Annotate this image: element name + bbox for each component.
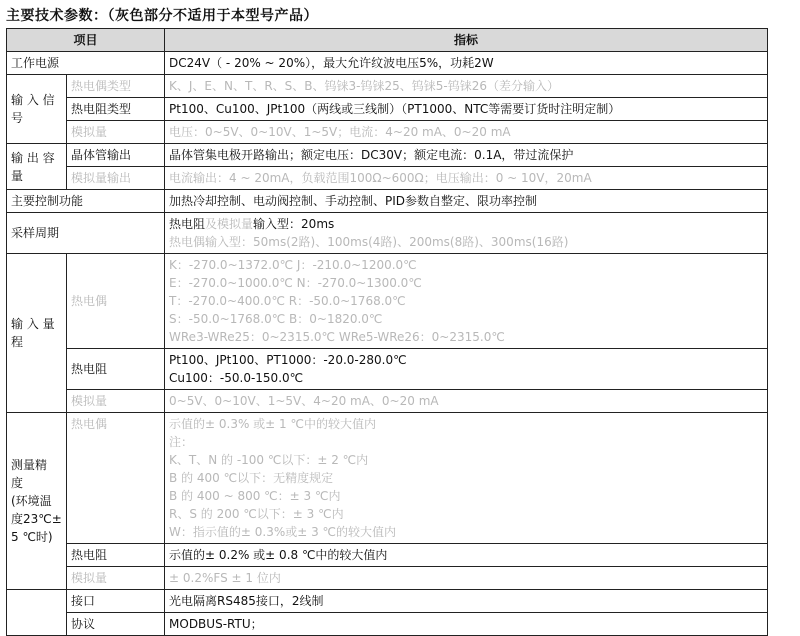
value-cell: 晶体管集电极开路输出；额定电压：DC30V；额定电流：0.1A，带过流保护 bbox=[165, 144, 768, 167]
table-row bbox=[7, 75, 768, 98]
row-label-power: 工作电源 bbox=[7, 52, 165, 75]
label-line: (环境温 bbox=[11, 494, 52, 508]
table-header-row bbox=[7, 29, 768, 52]
sub-label: 接口 bbox=[67, 590, 165, 613]
table-row bbox=[7, 390, 768, 413]
value-cell: 加热冷却控制、电动阀控制、手动控制、PID参数自整定、限功率控制 bbox=[165, 190, 768, 213]
accuracy-line: 示值的± 0.3% 或± 1 ℃中的较大值内 bbox=[169, 417, 376, 431]
row-label-control: 主要控制功能 bbox=[7, 190, 165, 213]
table-row bbox=[7, 567, 768, 590]
sub-label: 热电阻 bbox=[67, 544, 165, 567]
table-row bbox=[7, 98, 768, 121]
table-row bbox=[7, 544, 768, 567]
table-row bbox=[7, 254, 768, 349]
row-label-input-signal: 输 入 信号 bbox=[7, 75, 67, 144]
sub-label: 晶体管输出 bbox=[67, 144, 165, 167]
range-line: K：-270.0~1372.0℃ J：-210.0~1200.0℃ bbox=[169, 258, 417, 272]
table-row bbox=[7, 413, 768, 544]
spec-table bbox=[6, 28, 768, 636]
header-item: 项目 bbox=[7, 29, 165, 52]
table-row bbox=[7, 349, 768, 390]
value-power: DC24V（ - 20% ~ 20%），最大允许纹波电压5%，功耗2W bbox=[165, 52, 768, 75]
accuracy-line: 注： bbox=[169, 435, 194, 449]
sub-label: 模拟量输出 bbox=[67, 167, 165, 190]
sub-label: 热电阻类型 bbox=[67, 98, 165, 121]
value-cell: Pt100、Cu100、JPt100（两线或三线制）（PT1000、NTC等需要订货时注明定制） bbox=[165, 98, 768, 121]
table-row bbox=[7, 190, 768, 213]
range-line: Cu100：-50.0-150.0℃ bbox=[169, 371, 304, 385]
value-cell: ± 0.2%FS ± 1 位内 bbox=[165, 567, 768, 590]
value-cell: K、J、E、N、T、R、S、B、钨铼3-钨铼25、钨铼5-钨铼26（差分输入） bbox=[165, 75, 768, 98]
sub-label: 热电阻 bbox=[67, 349, 165, 390]
sub-label: 热电偶类型 bbox=[67, 75, 165, 98]
header-spec: 指标 bbox=[165, 29, 768, 52]
row-label-output: 输 出 容量 bbox=[7, 144, 67, 190]
row-label-accuracy bbox=[7, 413, 67, 590]
accuracy-line: R、S 的 200 ℃以下：± 3 ℃内 bbox=[169, 507, 344, 521]
accuracy-line: K、T、N 的 -100 ℃以下：± 2 ℃内 bbox=[169, 453, 369, 467]
sampling-text: 输入型：20ms bbox=[253, 217, 335, 231]
accuracy-line: B 的 400 ℃以下：无精度规定 bbox=[169, 471, 334, 485]
sampling-text-disabled: 热电偶输入型：50ms(2路)、100ms(4路)、200ms(8路)、300ms(16路) bbox=[169, 235, 569, 249]
value-cell: 0~5V、0~10V、1~5V、4~20 mA、0~20 mA bbox=[165, 390, 768, 413]
value-cell: MODBUS-RTU； bbox=[165, 613, 768, 636]
sub-label: 模拟量 bbox=[67, 121, 165, 144]
label-line: 5 ℃时) bbox=[11, 530, 53, 544]
value-cell: 电流输出：4 ~ 20mA，负载范围100Ω~600Ω；电压输出：0 ~ 10V，20mA bbox=[165, 167, 768, 190]
value-cell bbox=[165, 413, 768, 544]
accuracy-line: B 的 400 ~ 800 ℃：± 3 ℃内 bbox=[169, 489, 341, 503]
value-cell bbox=[165, 213, 768, 254]
value-cell bbox=[165, 254, 768, 349]
range-line: S：-50.0~1768.0℃ B：0~1820.0℃ bbox=[169, 312, 383, 326]
sub-label: 模拟量 bbox=[67, 567, 165, 590]
sampling-text-disabled: 及模拟量 bbox=[205, 217, 254, 231]
table-row bbox=[7, 121, 768, 144]
row-label-range: 输 入 量程 bbox=[7, 254, 67, 413]
label-line: 度23℃± bbox=[11, 512, 62, 526]
range-line: T：-270.0~400.0℃ R：-50.0~1768.0℃ bbox=[169, 294, 406, 308]
sub-label: 热电偶 bbox=[67, 413, 165, 544]
table-row bbox=[7, 613, 768, 636]
accuracy-line: W：指示值的± 0.3%或± 3 ℃的较大值内 bbox=[169, 525, 397, 539]
table-row bbox=[7, 213, 768, 254]
range-line: E：-270.0~1000.0℃ N：-270.0~1300.0℃ bbox=[169, 276, 422, 290]
sub-label: 模拟量 bbox=[67, 390, 165, 413]
table-row bbox=[7, 52, 768, 75]
table-row bbox=[7, 144, 768, 167]
value-cell: 光电隔离RS485接口，2线制 bbox=[165, 590, 768, 613]
range-line: Pt100、JPt100、PT1000：-20.0-280.0℃ bbox=[169, 353, 407, 367]
table-row bbox=[7, 167, 768, 190]
label-line: 度 bbox=[11, 476, 24, 490]
range-line: WRe3-WRe25：0~2315.0℃ WRe5-WRe26：0~2315.0℃ bbox=[169, 330, 505, 344]
sampling-text: 热电阻 bbox=[169, 217, 206, 231]
value-cell bbox=[165, 349, 768, 390]
label-line: 测量精 bbox=[11, 458, 48, 472]
table-row bbox=[7, 590, 768, 613]
value-cell: 电压：0~5V、0~10V、1~5V；电流：4~20 mA、0~20 mA bbox=[165, 121, 768, 144]
row-label-comm bbox=[7, 590, 67, 636]
sub-label: 协议 bbox=[67, 613, 165, 636]
page-title: 主要技术参数：（灰色部分不适用于本型号产品） bbox=[6, 8, 318, 24]
value-cell: 示值的± 0.2% 或± 0.8 ℃中的较大值内 bbox=[165, 544, 768, 567]
sub-label: 热电偶 bbox=[67, 254, 165, 349]
row-label-sampling: 采样周期 bbox=[7, 213, 165, 254]
